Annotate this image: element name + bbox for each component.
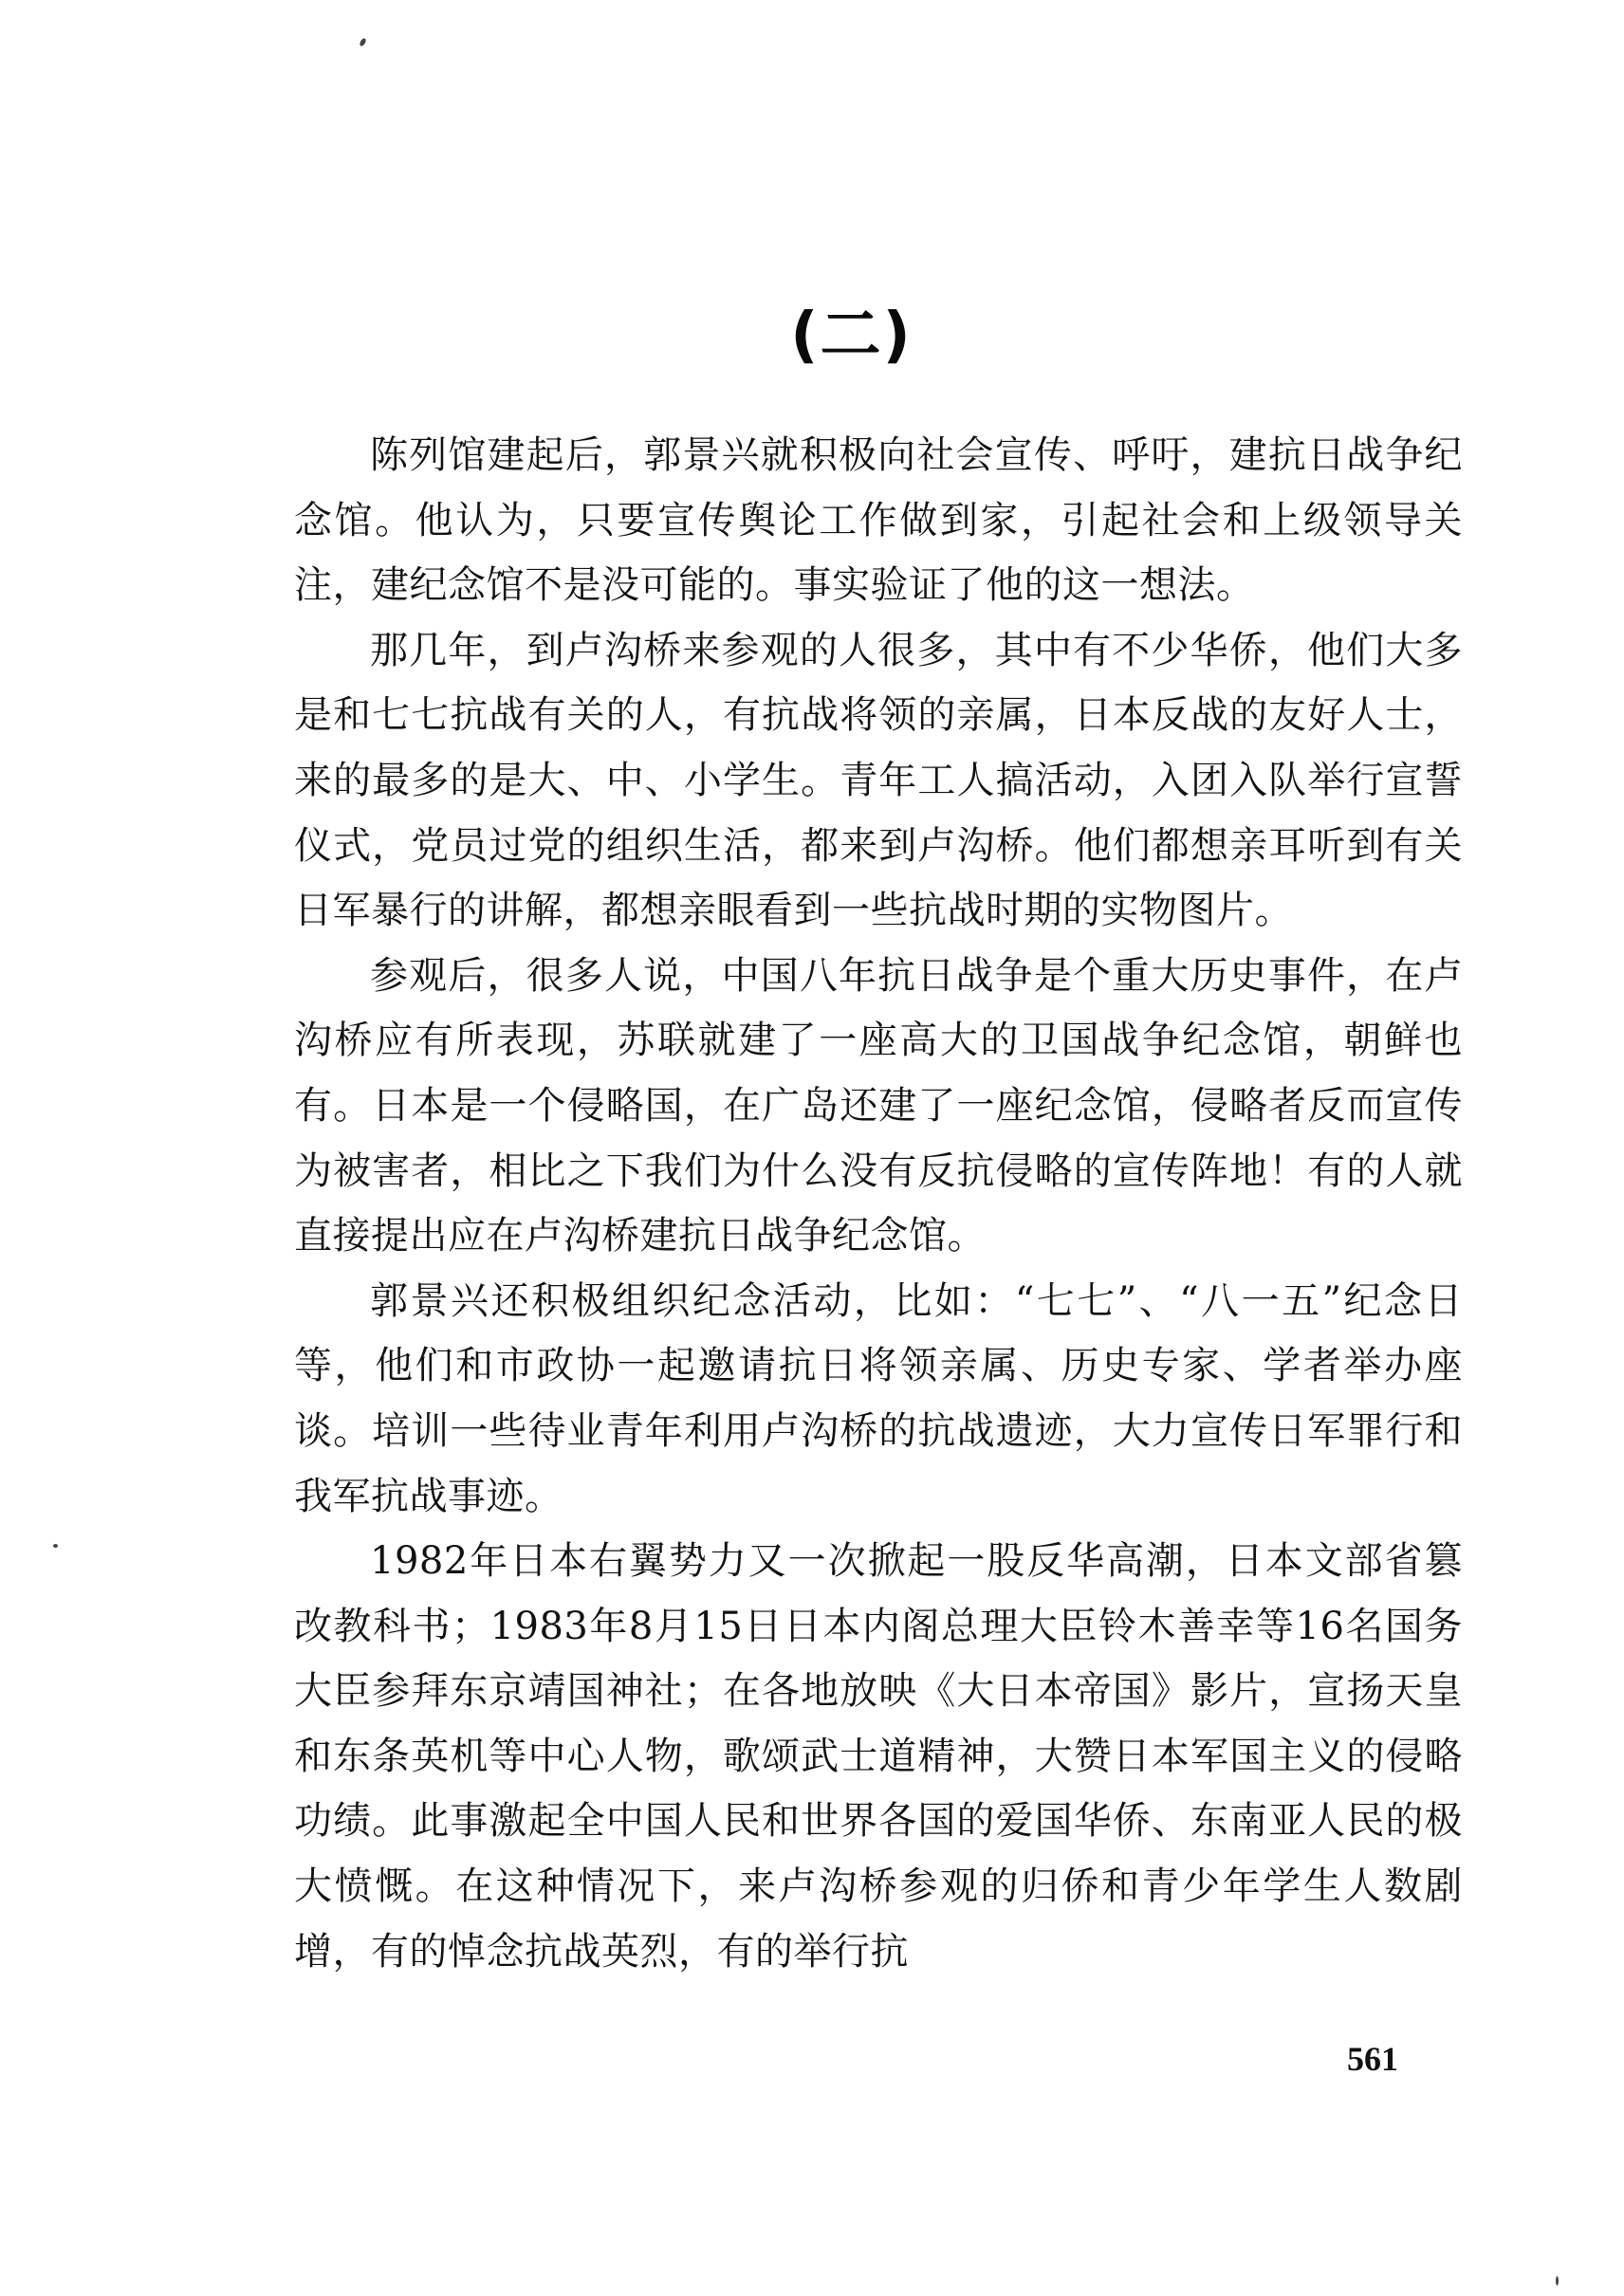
scan-speck [359, 37, 367, 46]
page-number: 561 [1347, 2040, 1398, 2078]
paragraph-3: 参观后，很多人说，中国八年抗日战争是个重大历史事件，在卢沟桥应有所表现，苏联就建了一座高大的卫国战争纪念馆，朝鲜也有。日本是一个侵略国，在广岛还建了一座纪念馆，侵略者反而宣传为被害者，相比之下我们为什么没有反抗侵略的宣传阵地！有的人就直接提出应在卢沟桥建抗日战争纪念馆。 [294, 953, 1463, 1258]
paragraph-2: 那几年，到卢沟桥来参观的人很多，其中有不少华侨，他们大多是和七七抗战有关的人，有抗战将领的亲属，日本反战的友好人士，来的最多的是大、中、小学生。青年工人搞活动，入团入队举行宣誓仪式，党员过党的组织生活，都来到卢沟桥。他们都想亲耳听到有关日军暴行的讲解，都想亲眼看到一些抗战时期的实物图片。 [294, 628, 1463, 933]
paragraph-5: 1982年日本右翼势力又一次掀起一股反华高潮，日本文部省篡改教科书；1983年8月15日日本内阁总理大臣铃木善幸等16名国务大臣参拜东京靖国神社；在各地放映《大日本帝国》影片，宣扬天皇和东条英机等中心人物，歌颂武士道精神，大赞日本军国主义的侵略功绩。此事激起全中国人民和世界各国的爱国华侨、东南亚人民的极大愤慨。在这种情况下，来卢沟桥参观的归侨和青少年学生人数剧增，有的悼念抗战英烈，有的举行抗 [294, 1539, 1463, 1974]
section-title: (二) [790, 301, 913, 371]
paragraph-1: 陈列馆建起后，郭景兴就积极向社会宣传、呼吁，建抗日战争纪念馆。他认为，只要宣传舆论工作做到家，引起社会和上级领导关注，建纪念馆不是没可能的。事实验证了他的这一想法。 [294, 433, 1463, 608]
body-text [294, 423, 1463, 1984]
scan-speck [1556, 2276, 1559, 2286]
paragraph-4: 郭景兴还积极组织纪念活动，比如：“七七”、“八一五”纪念日等，他们和市政协一起邀请抗日将领亲属、历史专家、学者举办座谈。培训一些待业青年利用卢沟桥的抗战遗迹，大力宣传日军罪行和我军抗战事迹。 [294, 1278, 1463, 1518]
scan-speck [53, 1544, 58, 1548]
